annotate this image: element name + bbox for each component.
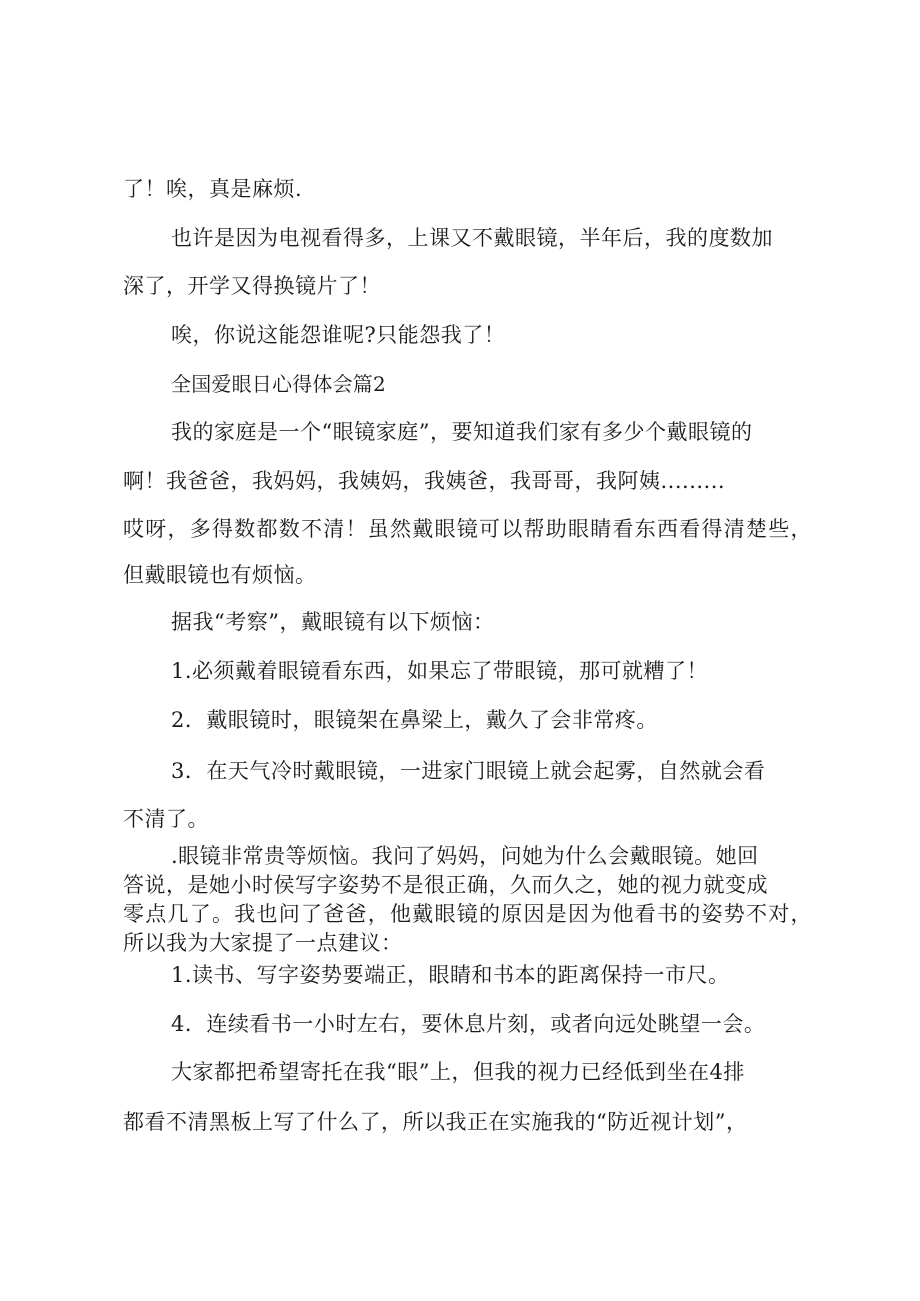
text-line-10: 据我“考察”，戴眼镜有以下烦恼： — [171, 610, 495, 634]
text-line-22: 都看不清黑板上写了什么了，所以我正在实施我的“防近视计划”， — [123, 1110, 748, 1134]
text-line-17: 零点几了。我也问了爸爸，他戴眼镜的原因是因为他看书的姿势不对， — [123, 902, 812, 926]
text-line-6: 我的家庭是一个“眼镜家庭”，要知道我们家有多少个戴眼镜的 — [171, 420, 753, 444]
text-line-21: 大家都把希望寄托在我“眼”上，但我的视力已经低到坐在4排 — [171, 1060, 745, 1084]
list-item-3: 3．在天气冷时戴眼镜，一进家门眼镜上就会起雾，自然就会看 — [171, 759, 766, 783]
list-item-4: 1.读书、写字姿势要端正，眼睛和书本的距离保持一市尺。 — [171, 963, 730, 987]
text-line-18: 所以我为大家提了一点建议： — [123, 931, 403, 955]
text-line-4: 唉，你说这能怨谁呢?只能怨我了！ — [171, 323, 506, 347]
list-item-5: 4．连续看书一小时左右，要休息片刻，或者向远处眺望一会。 — [171, 1012, 766, 1036]
text-line-1: 了！唉，真是麻烦. — [123, 177, 303, 201]
list-item-1: 1.必须戴着眼镜看东西，如果忘了带眼镜，那可就糟了！ — [171, 659, 709, 683]
text-line-3: 深了，开学又得换镜片了！ — [123, 274, 381, 298]
text-line-14: 不清了。 — [123, 807, 209, 831]
text-line-9: 但戴眼镜也有烦恼。 — [123, 563, 317, 587]
text-line-15: .眼镜非常贵等烦恼。我问了妈妈，问她为什么会戴眼镜。她回 — [171, 844, 759, 868]
text-line-16: 答说，是她小时侯写字姿势不是很正确，久而久之，她的视力就变成 — [123, 873, 768, 897]
section-heading: 全国爱眼日心得体会篇2 — [171, 372, 386, 396]
text-line-8: 哎呀，多得数都数不清！虽然戴眼镜可以帮助眼睛看东西看得清楚些， — [123, 517, 812, 541]
text-line-2: 也许是因为电视看得多，上课又不戴眼镜，半年后，我的度数加 — [171, 226, 773, 250]
list-item-2: 2．戴眼镜时，眼镜架在鼻梁上，戴久了会非常疼。 — [171, 708, 658, 732]
text-line-7: 啊！我爸爸，我妈妈，我姨妈，我姨爸，我哥哥，我阿姨......... — [123, 469, 726, 493]
